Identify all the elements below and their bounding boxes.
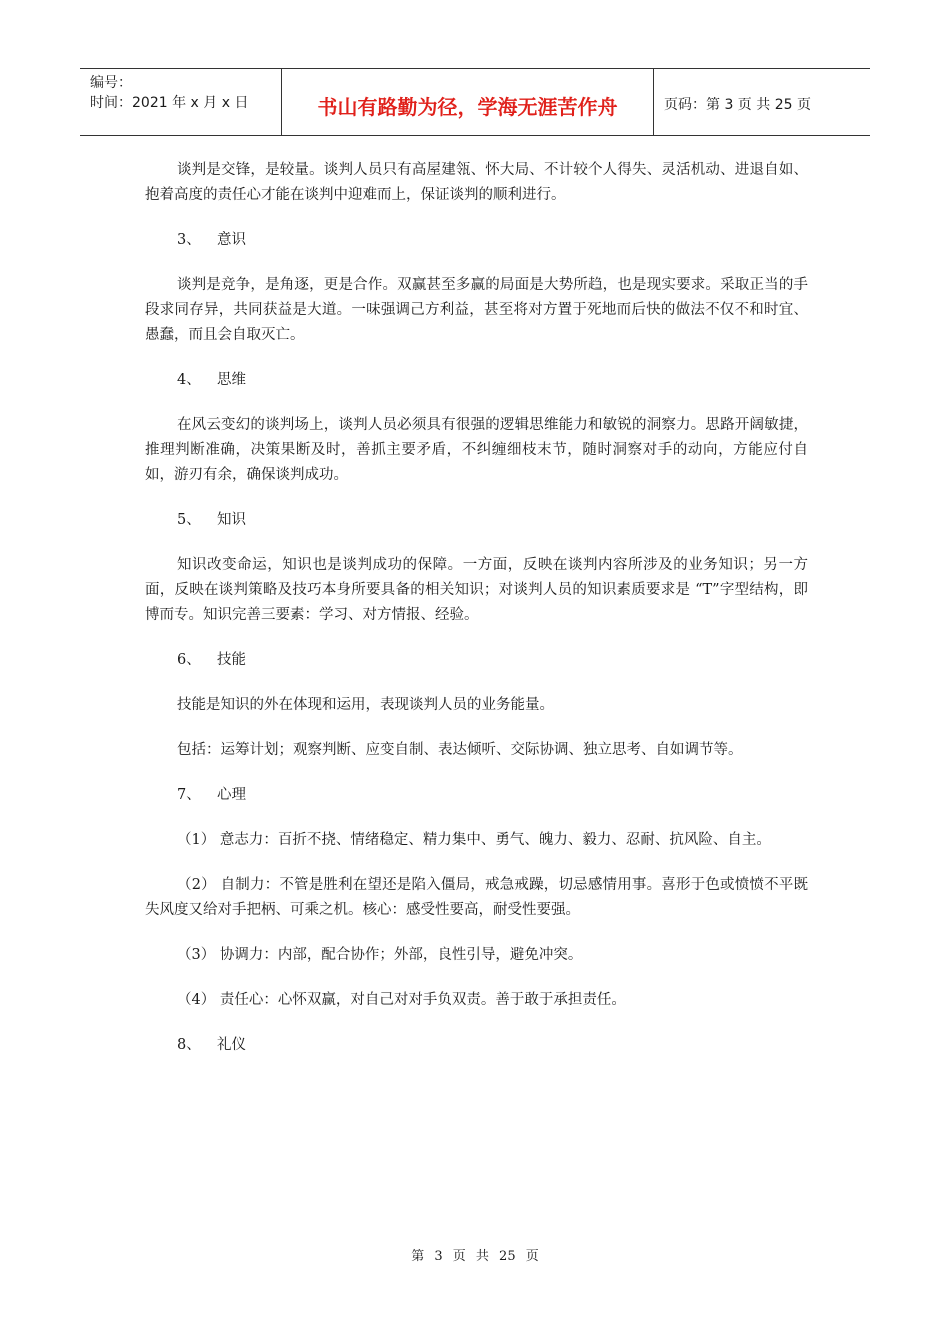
list-item: （3） 协调力：内部，配合协作；外部，良性引导，避免冲突。 bbox=[177, 947, 583, 963]
header-page-number: 页码：第 3 页 共 25 页 bbox=[664, 97, 811, 113]
paragraph: 谈判是交锋，是较量。谈判人员只有高屋建瓴、怀大局、不计较个人得失、灵活机动、进退自如、抱着高度的责任心才能在谈判中迎难而上，保证谈判的顺利进行。 bbox=[145, 162, 808, 203]
list-item: （2） 自制力：不管是胜利在望还是陷入僵局，戒急戒躁，切忌感情用事。喜形于色或愤愤不平既失风度又给对手把柄、可乘之机。核心：感受性要高，耐受性要强。 bbox=[145, 877, 808, 918]
document-number: 编号： bbox=[90, 75, 132, 91]
section-number: 6、 bbox=[177, 652, 201, 668]
page-footer: 第 3 页 共 25 页 bbox=[411, 1249, 539, 1264]
section-heading-7 bbox=[145, 783, 808, 808]
section-number: 7、 bbox=[177, 787, 201, 803]
section-heading-8 bbox=[145, 1033, 808, 1058]
paragraph: 技能是知识的外在体现和运用，表现谈判人员的业务能量。 bbox=[177, 697, 554, 713]
section-title: 技能 bbox=[217, 652, 246, 668]
section-number: 3、 bbox=[177, 232, 201, 248]
page-header bbox=[80, 68, 870, 136]
section-title: 礼仪 bbox=[217, 1037, 246, 1053]
document-date: 时间：2021 年 x 月 x 日 bbox=[90, 95, 249, 111]
section-heading-5 bbox=[145, 508, 808, 533]
paragraph: 在风云变幻的谈判场上，谈判人员必须具有很强的逻辑思维能力和敏锐的洞察力。思路开阔敏捷，推理判断准确，决策果断及时，善抓主要矛盾，不纠缠细枝末节，随时洞察对手的动向，方能应付自如，游刃有余，确保谈判成功。 bbox=[145, 417, 808, 483]
section-number: 4、 bbox=[177, 372, 201, 388]
section-title: 思维 bbox=[217, 372, 246, 388]
list-item: （4） 责任心：心怀双赢，对自己对对手负双责。善于敢于承担责任。 bbox=[177, 992, 626, 1008]
list-item: （1） 意志力：百折不挠、情绪稳定、精力集中、勇气、魄力、毅力、忍耐、抗风险、自主。 bbox=[177, 832, 771, 848]
section-heading-6 bbox=[145, 648, 808, 673]
header-motto: 书山有路勤为径，学海无涯苦作舟 bbox=[282, 69, 654, 135]
section-number: 5、 bbox=[177, 512, 201, 528]
paragraph: 包括：运筹计划；观察判断、应变自制、表达倾听、交际协调、独立思考、自如调节等。 bbox=[177, 742, 743, 758]
section-heading-4 bbox=[145, 368, 808, 393]
document-body bbox=[145, 158, 808, 1078]
paragraph: 谈判是竞争，是角逐，更是合作。双赢甚至多赢的局面是大势所趋，也是现实要求。采取正当的手段求同存异，共同获益是大道。一味强调己方利益，甚至将对方置于死地而后快的做法不仅不和时宜、愚蠢，而且会自取灭亡。 bbox=[145, 277, 808, 343]
section-title: 心理 bbox=[217, 787, 246, 803]
header-meta bbox=[80, 69, 282, 135]
section-heading-3 bbox=[145, 228, 808, 253]
section-title: 知识 bbox=[217, 512, 246, 528]
paragraph: 知识改变命运，知识也是谈判成功的保障。一方面，反映在谈判内容所涉及的业务知识；另一方面，反映在谈判策略及技巧本身所要具备的相关知识；对谈判人员的知识素质要求是 “T”字型结构，即博而专。知识完善三要素：学习、对方情报、经验。 bbox=[145, 557, 808, 623]
section-number: 8、 bbox=[177, 1037, 201, 1053]
section-title: 意识 bbox=[217, 232, 246, 248]
